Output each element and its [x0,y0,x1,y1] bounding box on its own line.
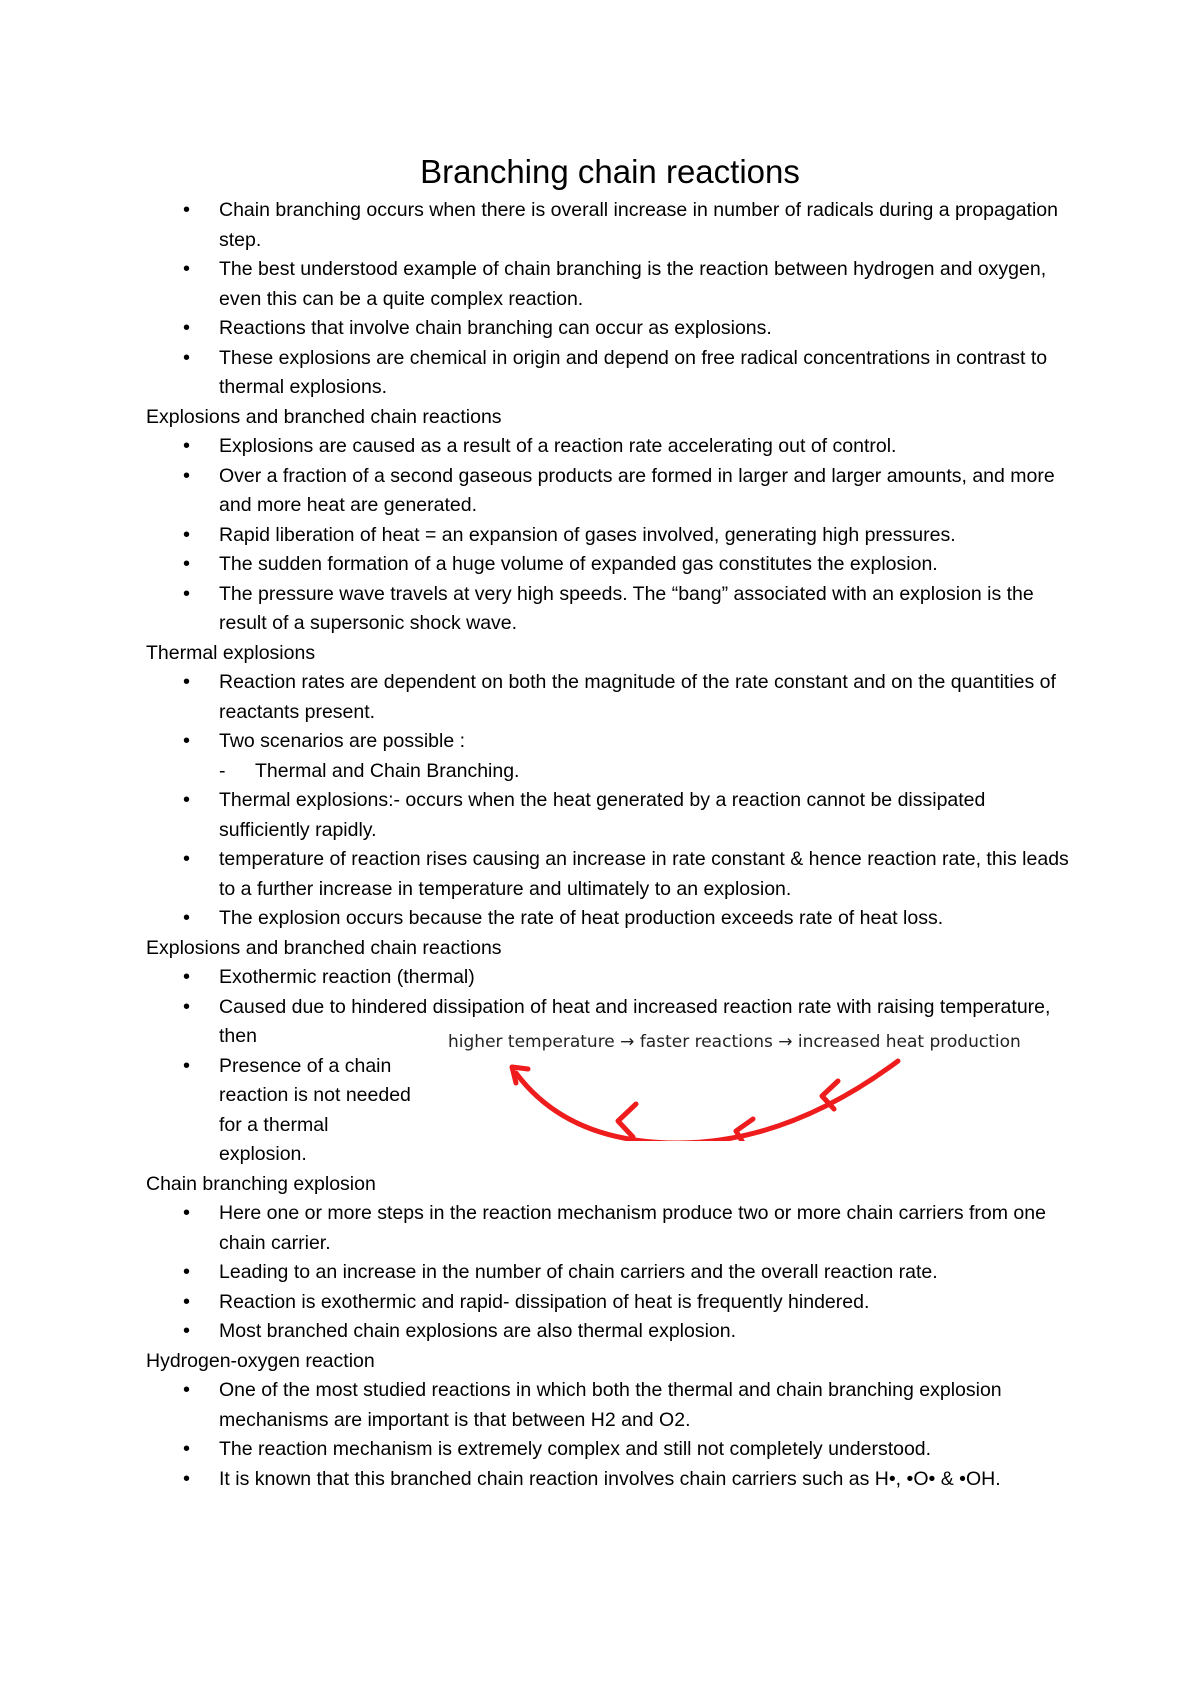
list-item: • Reaction is exothermic and rapid- dissipation of heat is frequently hindered. [146,1288,1071,1318]
list-item: • Caused due to hindered dissipation of heat and increased reaction rate with raising temperature, then [146,993,1071,1052]
list-item: • Presence of a chain reaction is not needed for a thermal explosion. [146,1052,1071,1170]
list-item: • Reactions that involve chain branching can occur as explosions. [146,314,1071,344]
list-item: • Rapid liberation of heat = an expansion of gases involved, generating high pressures. [146,521,1071,551]
section-list [146,668,1071,934]
feedback-loop-label: higher temperature → faster reactions → increased heat production [448,1032,1021,1052]
section-list [146,432,1071,639]
feedback-loop-diagram [448,1031,1048,1141]
section-heading: Chain branching explosion [146,1172,376,1195]
list-item: • The sudden formation of a huge volume of expanded gas constitutes the explosion. [146,550,1071,580]
list-item: • Leading to an increase in the number of chain carriers and the overall reaction rate. [146,1258,1071,1288]
list-item: • These explosions are chemical in origin and depend on free radical concentrations in contrast to thermal explosions. [146,344,1071,403]
list-item: • temperature of reaction rises causing an increase in rate constant & hence reaction rate, this leads to a further increase in temperature and ultimately to an explosion. [146,845,1071,904]
dash-marker: - [219,759,226,782]
section-heading: Thermal explosions [146,641,316,664]
sub-list-item-text: Thermal and Chain Branching. [255,759,520,782]
list-item: • Thermal explosions:- occurs when the heat generated by a reaction cannot be dissipated sufficiently rapidly. [146,786,1071,845]
list-item: • The explosion occurs because the rate of heat production exceeds rate of heat loss. [146,904,1071,934]
list-item [146,727,1071,786]
sub-list-item [219,757,1071,787]
list-item: • The best understood example of chain branching is the reaction between hydrogen and oxygen, even this can be a quite complex reaction. [146,255,1071,314]
intro-list [146,196,1071,403]
section-list [146,1199,1071,1347]
list-item: • It is known that this branched chain reaction involves chain carriers such as H•, •O• & •OH. [146,1465,1071,1495]
section-heading: Explosions and branched chain reactions [146,405,502,428]
document-body [146,196,1071,1494]
list-item: • Chain branching occurs when there is overall increase in number of radicals during a propagation step. [146,196,1071,255]
list-item: • Here one or more steps in the reaction mechanism produce two or more chain carriers from one chain carrier. [146,1199,1071,1258]
list-item: • Reaction rates are dependent on both the magnitude of the rate constant and on the quantities of reactants present. [146,668,1071,727]
list-item: • Explosions are caused as a result of a reaction rate accelerating out of control. [146,432,1071,462]
section-heading: Explosions and branched chain reactions [146,936,502,959]
section-heading: Hydrogen-oxygen reaction [146,1349,375,1372]
section-list [146,1376,1071,1494]
list-item: • Exothermic reaction (thermal) [146,963,1071,993]
list-item: • The reaction mechanism is extremely complex and still not completely understood. [146,1435,1071,1465]
list-item: • Over a fraction of a second gaseous products are formed in larger and larger amounts, and more and more heat are generated. [146,462,1071,521]
list-item: • One of the most studied reactions in which both the thermal and chain branching explosion mechanisms are important is that between H2 and O2. [146,1376,1071,1435]
list-item: • Most branched chain explosions are also thermal explosion. [146,1317,1071,1347]
list-item: • The pressure wave travels at very high speeds. The “bang” associated with an explosion is the result of a supersonic shock wave. [146,580,1071,639]
page-title: Branching chain reactions [420,153,800,190]
list-item-text: Two scenarios are possible : [219,730,466,752]
